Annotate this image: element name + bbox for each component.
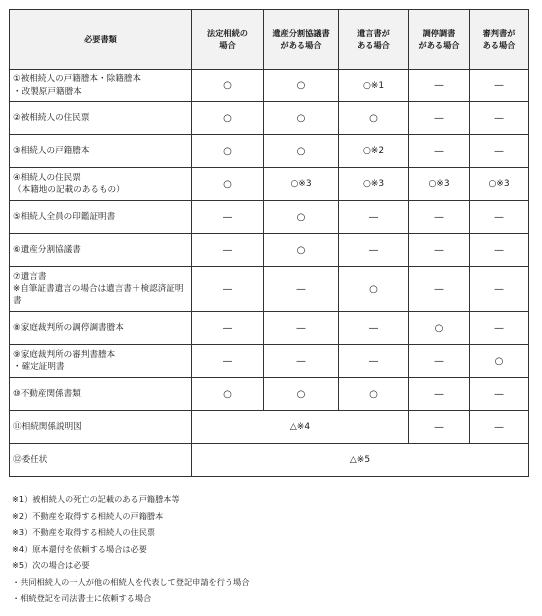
footnote: ※2）不動産を取得する相続人の戸籍謄本 <box>12 510 164 521</box>
table-cell: — <box>470 267 529 312</box>
table-cell: ○ <box>264 201 339 234</box>
header-statutory-inheritance: 法定相続の 場合 <box>192 10 264 70</box>
footnote: ※4）原本還付を依頼する場合は必要 <box>12 543 147 554</box>
table-row <box>10 201 529 234</box>
row-label: ④相続人の住民票 （本籍地の記載のあるもの） <box>10 168 192 201</box>
table-cell: — <box>192 267 264 312</box>
table-cell: ○ <box>339 102 409 135</box>
table-cell: ○ <box>264 378 339 411</box>
row-label: ⑦遺言書 ※自筆証書遺言の場合は遺言書＋検認済証明書 <box>10 267 192 312</box>
table-cell: ○ <box>264 135 339 168</box>
table-cell: ○ <box>192 102 264 135</box>
table-cell: — <box>192 201 264 234</box>
table-cell: — <box>192 312 264 345</box>
table-cell: ○ <box>264 70 339 102</box>
table-cell: — <box>409 411 470 444</box>
table-row <box>10 345 529 378</box>
table-cell: — <box>409 102 470 135</box>
row-label: ②被相続人の住民票 <box>10 102 192 135</box>
table-cell: — <box>409 345 470 378</box>
table-row <box>10 135 529 168</box>
row-label: ⑨家庭裁判所の審判書謄本 ・確定証明書 <box>10 345 192 378</box>
table-header-row <box>10 10 529 70</box>
merged-cell: △※4 <box>192 411 409 444</box>
header-division-agreement: 遺産分割協議書 がある場合 <box>264 10 339 70</box>
header-required-documents: 必要書類 <box>10 10 192 70</box>
row-label: ①被相続人の戸籍謄本・除籍謄本 ・改製原戸籍謄本 <box>10 70 192 102</box>
table-cell: ○※3 <box>339 168 409 201</box>
table-cell: — <box>409 201 470 234</box>
row-label: ⑪相続関係説明図 <box>10 411 192 444</box>
table-cell: ○ <box>339 378 409 411</box>
footnote: ※5）次の場合は必要 <box>12 560 90 570</box>
header-will: 遺言書が ある場合 <box>339 10 409 70</box>
table-cell: — <box>470 70 529 102</box>
table-cell: ○ <box>192 70 264 102</box>
table-cell: — <box>409 267 470 312</box>
table-cell: ○※3 <box>470 168 529 201</box>
header-mediation-record: 調停調書 がある場合 <box>409 10 470 70</box>
table-cell: — <box>339 312 409 345</box>
table-row <box>10 378 529 411</box>
table-cell: ○ <box>192 168 264 201</box>
table-cell: ○ <box>192 378 264 411</box>
required-documents-table <box>9 9 529 477</box>
table-row <box>10 444 529 477</box>
row-label: ③相続人の戸籍謄本 <box>10 135 192 168</box>
table-cell: — <box>470 201 529 234</box>
footnote: ※1）被相続人の死亡の記載のある戸籍謄本等 <box>12 494 180 504</box>
table-cell: — <box>470 312 529 345</box>
table-cell: — <box>470 102 529 135</box>
table-cell: — <box>409 135 470 168</box>
table-cell: ○※3 <box>409 168 470 201</box>
table-cell: — <box>470 234 529 267</box>
row-label: ⑥遺産分割協議書 <box>10 234 192 267</box>
table-cell: — <box>470 135 529 168</box>
table-cell: ○ <box>409 312 470 345</box>
table-cell: ○ <box>264 102 339 135</box>
table-cell: ○ <box>192 135 264 168</box>
row-label: ⑤相続人全員の印鑑証明書 <box>10 201 192 234</box>
table-cell: ○ <box>470 345 529 378</box>
table-cell: — <box>409 70 470 102</box>
table-cell: ○※2 <box>339 135 409 168</box>
row-label: ⑧家庭裁判所の調停調書謄本 <box>10 312 192 345</box>
table-row <box>10 168 529 201</box>
table-cell: — <box>470 411 529 444</box>
table-cell: — <box>339 234 409 267</box>
merged-cell: △※5 <box>192 444 529 477</box>
table-cell: — <box>192 345 264 378</box>
table-row <box>10 411 529 444</box>
table-cell: — <box>339 345 409 378</box>
table-row <box>10 312 529 345</box>
table-cell: — <box>192 234 264 267</box>
table-cell: ○※3 <box>264 168 339 201</box>
table-cell: — <box>470 378 529 411</box>
footnote-bullet: ・共同相続人の一人が他の相続人を代表して登記申請を行う場合 <box>12 576 250 587</box>
footnote-bullet: ・相続登記を司法書士に依頼する場合 <box>12 593 152 603</box>
header-adjudication: 審判書が ある場合 <box>470 10 529 70</box>
table-cell: ○ <box>339 267 409 312</box>
table-row <box>10 267 529 312</box>
table-row <box>10 70 529 102</box>
row-label: ⑩不動産関係書類 <box>10 378 192 411</box>
row-label: ⑫委任状 <box>10 444 192 477</box>
table-cell: — <box>264 345 339 378</box>
table-cell: ○※1 <box>339 70 409 102</box>
table-row <box>10 102 529 135</box>
footnotes <box>12 491 532 607</box>
table-cell: — <box>409 234 470 267</box>
table-cell: — <box>409 378 470 411</box>
table-cell: — <box>264 312 339 345</box>
table-row <box>10 234 529 267</box>
table-cell: ○ <box>264 234 339 267</box>
footnote: ※3）不動産を取得する相続人の住民票 <box>12 527 156 537</box>
table-cell: — <box>264 267 339 312</box>
table-cell: — <box>339 201 409 234</box>
